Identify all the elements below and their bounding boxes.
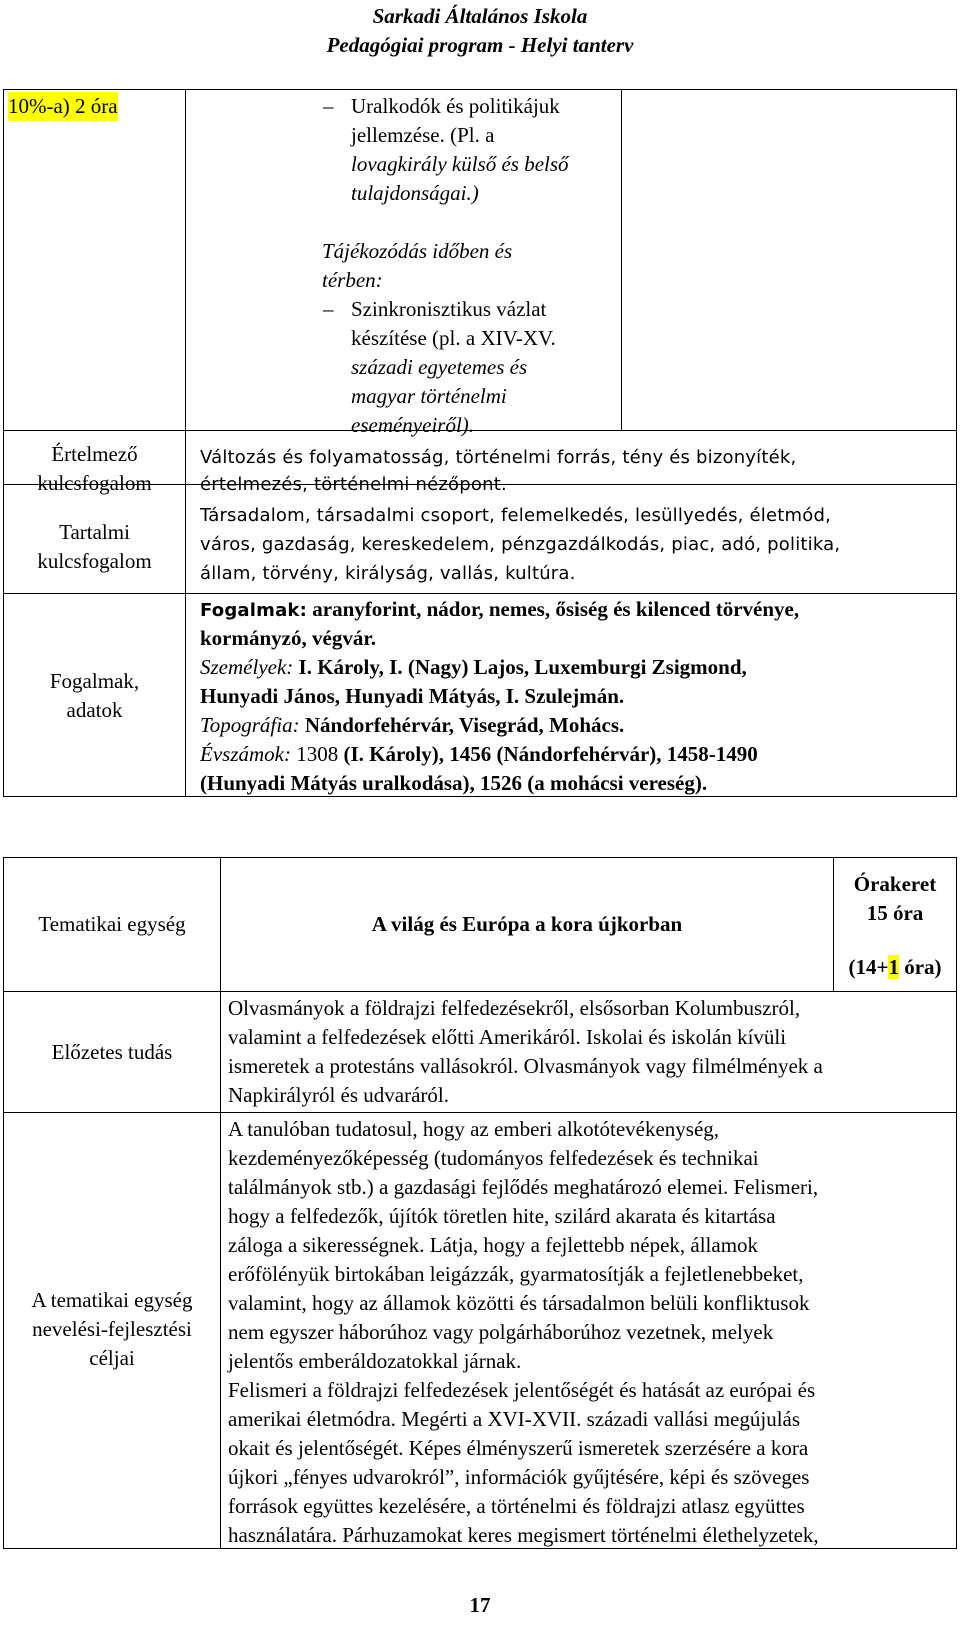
bullet2-line: Szinkronisztikus vázlat (351, 297, 547, 321)
dates-line: (Hunyadi Mátyás uralkodása), 1526 (a mohácsi vereség). (200, 771, 708, 795)
page-number: 17 (469, 1593, 491, 1617)
bullet-dash: – (323, 94, 334, 118)
orientation-heading: Tájékozódás időben és (322, 239, 513, 263)
goals-line: okait és jelentőségét. Képes élményszerű ismeretek szerzésére a kora (228, 1436, 809, 1460)
orientation-heading: térben: (322, 268, 383, 292)
content-line: város, gazdaság, kereskedelem, pénzgazdálkodás, piac, adó, politika, (200, 534, 841, 555)
content-line: Társadalom, társadalmi csoport, felemelkedés, lesüllyedés, életmód, (200, 505, 832, 526)
goals-line: Felismeri a földrajzi felfedezések jelentőségét és hatását az európai és (228, 1378, 816, 1402)
hours-total: 15 óra (866, 901, 924, 925)
goals-line: használatára. Párhuzamokat keres megismert történelmi élethelyzetek, (228, 1523, 819, 1547)
unit-title: A világ és Európa a kora újkorban (371, 912, 683, 936)
goals-line: záloga a sikerességnek. Látja, hogy a fejlettebb népek, államok (228, 1233, 759, 1257)
content-line: Változás és folyamatosság, történelmi forrás, tény és bizonyíték, (200, 447, 797, 468)
persons-line: Személyek: I. Károly, I. (Nagy) Lajos, Luxemburgi Zsigmond, (200, 655, 747, 679)
dates-line: Évszámok: 1308 (I. Károly), 1456 (Nándorfehérvár), 1458-1490 (200, 742, 758, 766)
prior-knowledge-line: Napkirályról és udvaráról. (228, 1083, 450, 1107)
hours-frame-label: Órakeret (853, 872, 937, 896)
unit-label: Tematikai egység (38, 912, 186, 936)
school-name: Sarkadi Általános Iskola (372, 4, 588, 28)
concepts-line: Fogalmak: aranyforint, nádor, nemes, ősiség és kilenced törvénye, (200, 597, 800, 621)
prior-knowledge-line: ismeretek a protestáns vallásokról. Olvasmányok vagy filmélmények a (228, 1054, 823, 1078)
goals-line: jelentős emberáldozatokkal járnak. (228, 1349, 522, 1373)
bullet2-line: készítése (pl. a XIV-XV. (351, 326, 556, 350)
bullet1-line: jellemzése. (Pl. a (351, 123, 495, 147)
goals-label: A tematikai egység nevelési-fejlesztési céljai (31, 1288, 193, 1370)
topography-line: Topográfia: Nándorfehérvár, Visegrád, Mohács. (200, 713, 625, 737)
concepts-line: kormányzó, végvár. (200, 626, 376, 650)
hours-breakdown: (14+1 óra) (848, 955, 942, 979)
bullet2-italic-line: magyar történelmi (351, 384, 507, 408)
goals-line: források együttes kezelésére, a történelmi és földrajzi atlasz együttes (228, 1494, 805, 1518)
goals-line: találmányok stb.) a gazdasági fejlődés meghatározó elemei. Felismeri, (228, 1175, 819, 1199)
hours-text: 10%-a) 2 óra (8, 92, 118, 121)
bullet1-line: Uralkodók és politikájuk (351, 94, 560, 118)
goals-line: nem egyszer háborúhoz vagy polgárháborúhoz vezetnek, melyek (228, 1320, 774, 1344)
program-title: Pedagógiai program - Helyi tanterv (326, 33, 634, 57)
goals-line: valamint, hogy az államok közötti és társadalmon belüli konfliktusok (228, 1291, 810, 1315)
content-line: értelmezés, történelmi nézőpont. (200, 474, 507, 495)
goals-line: amerikai életmódra. Megérti a XVI-XVII. századi vallási megújulás (228, 1407, 801, 1431)
notes-cell (621, 89, 957, 431)
bullet2-italic-line: századi egyetemes és (351, 355, 528, 379)
content-line: állam, törvény, királyság, vallás, kultúra. (200, 563, 576, 584)
bullet-dash: – (323, 297, 334, 321)
row-label: Tartalmi kulcsfogalom (37, 520, 152, 573)
prior-knowledge-line: Olvasmányok a földrajzi felfedezésekről, elsősorban Kolumbuszról, (228, 996, 801, 1020)
prior-knowledge-label: Előzetes tudás (51, 1040, 173, 1064)
persons-line: Hunyadi János, Hunyadi Mátyás, I. Szulejmán. (200, 684, 625, 708)
goals-line: hogy a felfedezők, újítók töretlen hite, szilárd akarata és kitartása (228, 1204, 776, 1228)
row-label: Értelmező kulcsfogalom (37, 442, 152, 495)
row-label: Fogalmak, adatok (49, 669, 140, 722)
hours-cell (3, 89, 186, 431)
goals-line: újkori „fényes udvarokról”, információk gyűjtésére, képi és szöveges (228, 1465, 810, 1489)
goals-line: A tanulóban tudatosul, hogy az emberi alkotótevékenység, (228, 1117, 720, 1141)
bullet1-italic-line: lovagkirály külső és belső (351, 152, 569, 176)
goals-line: kezdeményezőképesség (tudományos felfedezések és technikai (228, 1146, 759, 1170)
bullet1-italic-line: tulajdonságai.) (351, 181, 479, 205)
goals-line: erőfölényük birtokában leigázzák, gyarmatosítják a fejletlenebbeket, (228, 1262, 804, 1286)
bullet2-italic-line: eseményeiről). (351, 413, 475, 437)
prior-knowledge-line: valamint a felfedezések előtti Amerikáról. Iskolai és iskolán kívüli (228, 1025, 787, 1049)
